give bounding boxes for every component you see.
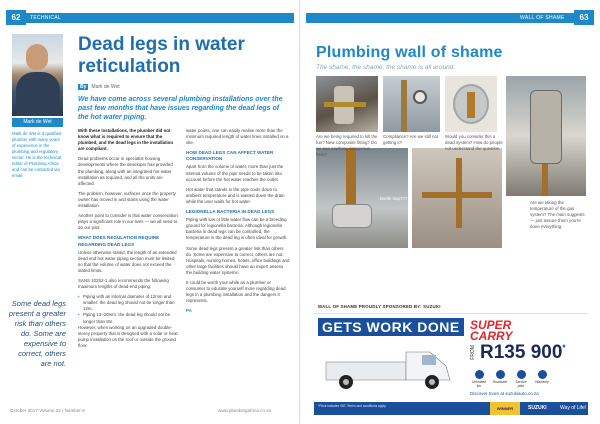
col2-heading: LEGIONELLA BACTERIA IN DEAD LEGS [186,209,275,215]
col1-paragraph: Dead problems occur in specialist housing developments where the developer has provided the plumbing, along with an integrated hot water installation as required, and all the units are affected. [78,156,173,186]
section-label-right: WALL OF SHAME [520,15,565,21]
footer-website-left: www.plumbingafrica.co.za [218,408,272,413]
shame-photo-2 [383,76,440,132]
ad-model-line-2: CARRY [470,329,513,343]
ad-model-line-1: SUPER [470,318,512,332]
suzuki-advert[interactable] [314,313,588,415]
shame-photo-3 [445,76,497,132]
col1-paragraph: Another point to consider is that water conservation plays a significant role in our lives — we all need to do our part. [78,213,178,231]
page-number-left: 62 [6,10,26,25]
col2-paragraph: It could be worth your while as a plumber or consumer to educate yourself more regarding dead legs in a plumbing installation and the dangers it represents. [186,279,286,304]
wall-of-shame-subtitle: The shame, the shame, the shame is all around. [316,64,456,71]
byline-author: Mark de Wet [91,84,120,90]
caption-photo-6: Are we taking the temperature of the gas system? The main suggests — just assure them you're done everything. [530,200,585,229]
wall-of-shame-title: Plumbing wall of shame [316,44,503,61]
col1-paragraph: SANS 10252-1 also recommends the following maximum lengths of dead-end piping: [78,277,169,290]
page-fold [299,0,301,424]
page-number-right: 63 [574,10,594,25]
truck-illustration [322,344,457,392]
ad-fine-print: *Price includes VAT. Terms and conditions apply. [318,404,387,408]
ad-feature: Unlimited km [470,370,488,388]
list-item: • Piping 13–20mm: the dead leg should not be longer than 8m. [78,312,180,324]
col1-paragraph: Unless otherwise stated, the length of an extended dead end hot water piping section must be limited so that the volume of water does not exceed the stated limits. [78,249,177,273]
shame-photo-1 [316,76,378,132]
feature-icon [475,370,484,379]
dead-leg-length-list [78,294,180,324]
caption-photo-3: Would you consider this a dead system? How do people not understand the question [445,134,503,151]
suzuki-logo: SUZUKI [528,405,547,411]
footer-issue: October 2017 Volume 22 | Number 9 [10,408,85,413]
ad-award-badge: WINNER [490,402,520,415]
byline [78,84,120,90]
ad-feature: Service plan [512,370,530,388]
end-mark: PA [186,308,192,314]
article-title: Dead legs in water reticulation [78,34,245,77]
col2-heading: HOW DEAD LEGS CAN AFFECT WATER CONSERVATION [186,150,274,162]
feature-icon [517,370,526,379]
col1-intro: With these installations, the plumber did not know what is required to ensure that the plumbed, and the dead legs in the installation are compliant. [78,128,174,152]
ad-website-link[interactable]: Discover more at suzukiauto.co.za [470,391,539,396]
caption-photo-1: Are we being required to kill the fun? New composite fitting? Do we see anything dangerous here? [316,134,378,157]
article-column-1 [78,128,180,404]
ad-price [480,342,566,364]
col1-paragraph: The problem, however, surfaces once the property owner has moved in and starts using the water installation. [78,190,176,209]
sponsor-line: WALL OF SHAME PROUDLY SPONSORED BY: SUZUKI [318,304,441,309]
col2-paragraph: water points, one can easily realise more than the minimum required length of water lines installed on a site. [186,128,289,146]
ad-headline: GETS WORK DONE [318,318,464,336]
ad-from-label: FROM [470,345,476,360]
ad-model [470,320,512,342]
section-label-left: TECHNICAL [30,15,62,21]
shame-photo-5 [412,148,502,248]
ad-price-suffix: * [562,343,566,353]
ad-feature: Warranty [533,370,551,388]
col2-paragraph: Some dead legs present a greater risk than others do. Some are expensive to correct, others are not. Hospitals, nursing homes, hotels, office buildings and other large facilities should have an expert assess the building water systems. [186,245,290,275]
caption-photo-4: Bottle trap??? [380,196,408,201]
article-lead: We have come across several plumbing installations over the past few months that have issues regarding the dead legs of the hot water piping. [78,96,283,121]
col2-paragraph: Apart from the volume of water, more than just the internal volume of the pipe needs to be taken into account before the hot water reaches the outlet. [186,164,284,182]
col2-paragraph: Hot water that stands in the pipe cools down to ambient temperature and is wasted down the drain while the user waits for hot water. [186,186,285,204]
ad-feature-icons [470,370,551,388]
ad-price-value: R135 900 [480,342,563,363]
col1-paragraph: However, when working on an upgraded double-storey property that is designed with a solar or heat pump installation on the roof or outside the ground floor. [78,324,178,348]
caption-photo-2: Compliance? Are we still not getting it? [383,134,439,145]
article-column-2 [186,128,290,404]
header-bar-left [24,13,294,23]
shame-photo-6 [506,76,586,196]
ad-tagline: Way of Life! [560,405,587,411]
feature-icon [538,370,547,379]
col1-heading: WHAT DOES REGULATION REQUIRE REGARDING DEAD LEGS [78,235,160,247]
byline-label: By [80,84,87,90]
feature-icon [496,370,505,379]
pull-quote: Some dead legs present a greater risk than others do. Some are expensive to correct, others are not. [8,299,66,368]
author-photo [12,34,63,116]
author-bio: Mark de Wet is a qualified plumber with many years of experience in the plumbing and regulatory sector. He is the technical editor of Plumbing Africa and can be contacted via email. [12,131,62,178]
author-name-tag: Mark de Wet [12,118,63,127]
list-item: • Piping with an internal diameter of 12mm and smaller: the dead leg should not be longer than 12m. [78,294,180,312]
col2-paragraph: Piping with low or little water flow can be a breeding ground for legionella bacteria. Although legionella bacteria in dead legs can be controlled, the temperature in the dead leg is often ideal for growth. [186,217,288,241]
ad-feature: Roadside [491,370,509,388]
